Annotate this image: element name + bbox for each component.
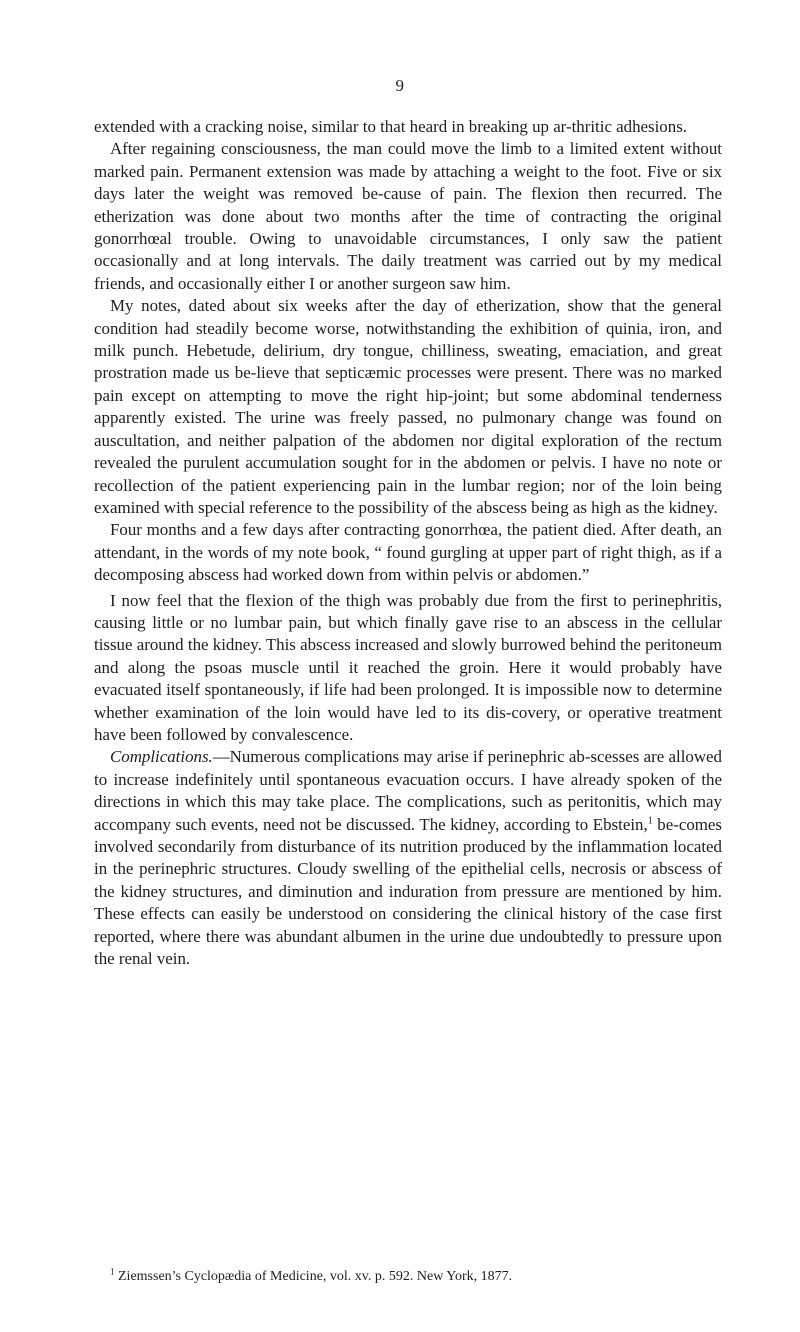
footnote-reference: 1 [647,814,653,826]
section-heading-complications: Complications. [110,747,213,767]
footnote [110,1268,722,1286]
complications-text-part-2: be-comes involved secondarily from disturbance of its nutrition produced by the inflammation located in the perinephric structures. Cloudy swelling of the epithelial cells, necrosis or abscess of the kidney structures, and diminution and induration from pressure are mentioned by him. These effects can easily be understood on considering the clinical history of the case first reported, where there was abundant albumen in the urine due undoubtedly to pressure upon the renal vein. [94,814,722,969]
paragraph-4: Four months and a few days after contracting gonorrhœa, the patient died. After death, an attendant, in the words of my note book, “ found gurgling at upper part of right thigh, as if a decomposing abscess had worked down from within pelvis or abdomen.” [94,520,722,585]
footnote-text: Ziemssen’s Cyclopædia of Medicine, vol. xv. p. 592. New York, 1877. [114,1269,513,1284]
footnote-marker: 1 [110,1266,115,1277]
paragraph-2: After regaining consciousness, the man could move the limb to a limited extent without marked pain. Permanent extension was made by attaching a weight to the foot. Five or six days later the weight was removed be-cause of pain. The flexion then recurred. The etherization was done about two months after the time of contracting the original gonorrhœal trouble. Owing to unavoidable circumstances, I only saw the patient occasionally and at long intervals. The daily treatment was carried out by my medical friends, and occasionally either I or another surgeon saw him. [94,139,722,293]
body-text [94,116,722,970]
paragraph-1: extended with a cracking noise, similar to that heard in breaking up ar-thritic adhesions. [94,117,687,136]
paragraph-3: My notes, dated about six weeks after the day of etherization, show that the general condition had steadily become worse, notwithstanding the exhibition of quinia, iron, and milk punch. Hebetude, delirium, dry tongue, chilliness, sweating, emaciation, and great prostration made us be-lieve that septicæmic processes were present. There was no marked pain except on attempting to move the right hip-joint; but some abdominal tenderness apparently existed. The urine was freely passed, no pulmonary change was found on auscultation, and neither palpation of the abdomen nor digital exploration of the rectum revealed the purulent accumulation sought for in the abdomen or pelvis. I have no note or recollection of the patient experiencing pain in the lumbar region; nor of the loin being examined with special reference to the possibility of the abscess being as high as the kidney. [94,296,722,517]
page-number: 9 [395,76,405,95]
paragraph-5: I now feel that the flexion of the thigh was probably due from the first to perinephritis, causing little or no lumbar pain, but which finally gave rise to an abscess in the cellular tissue around the kidney. This abscess increased and slowly burrowed behind the peritoneum and along the psoas muscle until it reached the groin. Here it would probably have evacuated itself spontaneously, if life had been prolonged. It is impossible now to determine whether examination of the loin would have led to its dis-covery, or operative treatment have been followed by convalescence. [94,590,722,744]
complications-text-part-1: —Numerous complications may arise if perinephric ab-scesses are allowed to increase indefinitely until spontaneous evacuation occurs. I have already spoken of the directions in which this may take place. The complications, such as peritonitis, which may accompany such events, need not be discussed. The kidney, according to Ebstein, [94,747,722,834]
paragraph-complications [94,746,722,970]
